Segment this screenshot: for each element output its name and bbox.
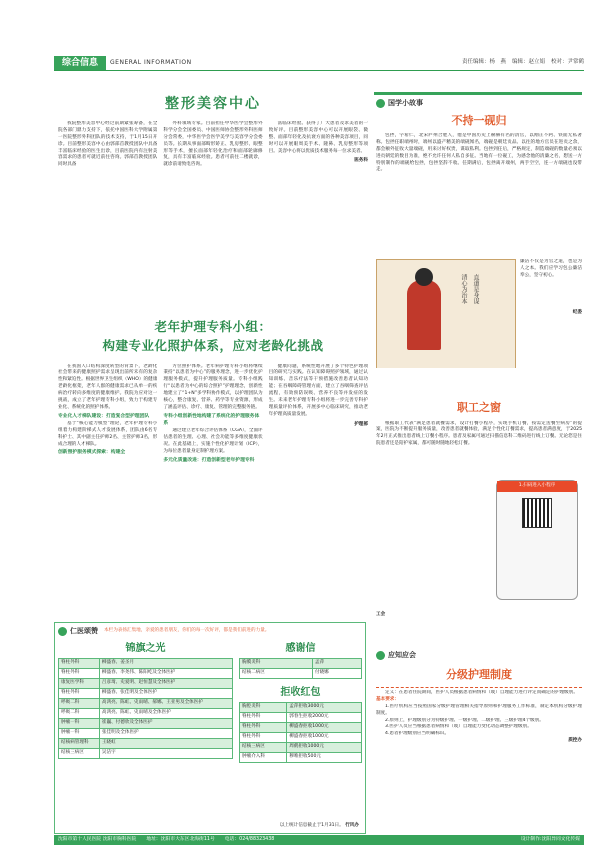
table-cell: 孟萍 [312,658,361,668]
table-cell: 郭春生拒收2000元 [287,712,362,722]
staff-window-body: 根据职工代表“满足患者就餐需求，设计打餐小程序，实现手机订餐，按需定送餐至病房”的提案，医院为不断提升服务质量，改善患者就餐体验，满足个性化订餐需求，提高患者满意度，于2025年2月正式推出患者线上订餐小程序。患者及家属可通过扫描信息科二维码进行线上订餐。无论您是住院患者还是陪护家属，都可随时随地轻松订餐。 [376,420,582,447]
footer [54,835,584,845]
staff-window-title: 职工之窗 [457,401,501,414]
table-cell: 柳盛春、姜圣月 [99,658,232,668]
praise-head [58,626,98,637]
editor-1: 责任编辑：杨 燕 [461,59,506,66]
phone-banner: 1.扫码进入小程序 [497,481,577,492]
table-cell: 脊柱外科 [240,732,287,742]
subhead-1: 专业化人才梯队建设：打造复合型护理团队 [58,413,150,419]
table-row [240,722,362,732]
footer-address: 地址：沈阳市大东区北海街11号 [146,837,215,843]
table-cell: 吴洁宇 [99,748,232,758]
know-how-box [376,650,582,830]
table-row [59,738,233,748]
table-row [59,748,233,758]
stat-note: 以上统计信息截止于1月31日。 [279,823,344,829]
article-source: 护理部 [354,421,368,427]
book-icon [376,99,385,108]
praise-source: 行风办 [345,823,359,829]
table-cell: 柳盛春拒收1000元 [287,732,362,742]
masthead [54,55,584,71]
divider [374,92,582,95]
table-cell: 脊柱外科 [59,668,100,678]
table-row [240,658,362,668]
table-cell: 柳盛春拒收1000元 [287,722,362,732]
article-elderly-care [58,318,368,618]
rule-4: 4.患者护理级别应当明确标识。 [385,731,450,737]
phone-mockup [496,480,578,600]
table-cell: 结核二病区 [240,668,313,678]
article-plastic-surgery [58,94,368,262]
table-row [59,658,233,668]
table-cell: 崔巍、付德欣及全体医护 [99,718,232,728]
redpacket-table [239,702,362,763]
staff-window [376,400,582,625]
table-cell: 周鹤拒收1000元 [287,742,362,752]
article-col-3: 富临床经验。获得了广大患者及求美者的一致好评。目前整形美容中心可以开展眼袋、微整、面部年轻化及抗衰方面的各种美容项目，同时可以开展眼周美手术、隆鼻、乳房整形等项目。美容中心将以优质技术服务每一位求美者。 [268,121,368,154]
rule-1: 1.医疗机构应当按照国家分级护理管理相关指导原则和护理服务工作标准，制定本机构分级护理制度。 [376,703,582,716]
know-how-source: 质控办 [568,738,582,744]
story-title: 不持一砚归 [451,113,507,127]
article-title: 整形美容中心 [165,96,261,112]
bao-zheng-illustration [376,259,516,368]
table-cell: 脊柱外科 [240,722,287,732]
table-cell: 康复医学科 [59,678,100,688]
article-title-1: 老年护理专科小组： [154,319,272,334]
table-cell: 脊柱外科 [59,658,100,668]
editor-3: 校对：尹常鹤 [550,59,584,66]
table-row [240,732,362,742]
section-en: GENERAL INFORMATION [110,59,192,66]
story-body: 包拯，字希仁，北宋庐州合肥人，他是中国历史上赫赫有名的清官，以刚正不阿、铁面无私著称。包拯任职端州时，端州以盛产精美的端砚闻名，端砚是朝廷贡品。以往的地方官员在进贡之余，都会额外征收大量端砚，用来讨好权贵，谋取私利。包拯到任后，严格规定，制造端砚的数量必须以进贡朝廷的数目为准，绝不允许任何人私自多征。当地有一位砚工，为感念他的清廉之名，想送一方特别制作的端砚给包拯，包拯坚辞不收。任期满后，包拯离开端州，两手空空，连一方端砚也没带走。 [376,133,582,173]
table-row [59,668,233,678]
article-col-2: 方位照护体系。老年病护理专科小组将继续秉持“以患者为中心”的服务理念，进一步优化护理服务模式，提升护理服务质量。专科小组践行“以患者为中心的综合照护”护理理念，创新性地建立了“1+N”多学科协作模式，以护理团队为核心，整合康复、营养、药学等专业资源，形成了涵盖评估、诊疗、康复、管理的完整服务链。 [163,363,263,410]
rule-2: 2.原则上，护理级别分为特级护理、一级护理、二级护理、三级护理4个级别。 [385,717,544,723]
article-title-2: 构建专业化照护体系，应对老龄化挑战 [102,337,324,353]
heart-icon [58,627,67,636]
praise-footer [280,823,359,830]
banner-title: 锦旗之光 [125,642,166,654]
table-cell: 结核三病区 [240,742,287,752]
know-how-heading: 分级护理制度 [446,667,512,681]
story-box [376,98,582,368]
calligraphy-2: 直道是身谋 [472,274,479,304]
table-cell: 结核三病区 [59,748,100,758]
story-box-head [376,98,582,109]
subhead-2: 创新照护服务模式探索：构建全 [58,450,126,456]
praise-note: 本栏为表扬汇集地，亲爱的患者朋友，你们的每一次好评，都是我们前进的力量。 [104,627,270,633]
basic-req-label: 基本要求： [376,696,399,702]
thanks-table [239,658,362,679]
table-cell: 柳盛春、李尧伟、陈阳屹及全体医护 [99,668,232,678]
table-row [59,688,233,698]
calligraphy-1: 清心为治本 [460,274,467,304]
table-cell: 胸膜炎科 [240,658,313,668]
table-row [240,712,362,722]
editor-2: 编辑：赵立娟 [511,59,545,66]
subhead-3: 专科小组创新性地构建了系统化的护理服务体系 [163,413,260,426]
article-col-1b: 基于“核心能力模型”理论，老年护理专科小组着力构建阶梯式人才发展体系，团队由6名专科护士、其中副主任护师2名、主管护师3名，形成合理的人才梯队。 [58,420,158,447]
subhead-4: 多元化质量改进：打造创新型老年护理专科 [163,457,255,463]
article-col-1: 在我国人口结构深度转型的背景下，老龄化社会带来的健康照护需求呈现出前所未有的复杂性和紧迫性。根据世界卫生组织（WHO）的健康老龄化框架，老年人群的健康需求已从单一的疾病治疗转向多维度的健康维护。我院为应对这一挑战，成立了老年护理专科小组，致力于构建专业化、系统化的照护体系。 [58,363,158,410]
table-cell: 结核病管理科 [59,738,100,748]
footer-design: 设计制作:沈阳异同文化传媒 [520,837,580,843]
footer-hospital: 沈阳市第十人民医院 沈阳市胸科医院 [58,837,137,843]
footer-phone: 电话：024/88323438 [224,837,275,843]
table-row [59,718,233,728]
table-cell: 肿瘤一科 [59,728,100,738]
table-cell: 付晓娜 [312,668,361,678]
table-cell: 呼吸二科 [59,708,100,718]
table-cell: 张佳明及全体医护 [99,728,232,738]
table-cell: 高鸿亮、陈虹、史雨晴、郝娜、王亚男及全体医护 [99,698,232,708]
table-row [59,708,233,718]
praise-title: 仁医颂赞 [70,627,98,635]
table-row [59,678,233,688]
figure-head [415,268,433,286]
bulb-icon [376,651,385,660]
table-cell: 孟萍拒收3000元 [287,702,362,712]
know-how-title: 应知应会 [388,651,416,659]
table-cell: 吕彦琦、史爱明、赵恒慧及全体医护 [99,678,232,688]
know-how-head [376,650,582,661]
table-cell: 脊柱外科 [59,688,100,698]
editors [462,58,584,66]
table-row [240,752,362,762]
section-tag: 综合信息 [54,56,106,70]
story-source: 纪委 [572,309,582,315]
table-cell: 呼吸二科 [59,698,100,708]
figure-robe [407,280,441,350]
table-cell: 王晓虹 [99,738,232,748]
banner-table [58,658,233,759]
article-col-1: 我院整形美容中心经过前期紧张筹备，在全院各部门鼎力支持下，依托中国医科大学附属第一医院整形外科团队的技术支持，于1月15日开诊。目前整形美容中心由郭部首教授团队中具备丰富临床经验的医生出诊，目前医院内有注射美容需求的患者可就近前往咨询。郭部首教授团队同时具备 [58,121,158,168]
definition: 定义：在患者住院期间，医护人员根据患者病情和（或）自理能力进行评定而确定的护理级别。 [385,690,578,695]
table-cell: 胸腔炎科 [240,702,287,712]
table-row [240,702,362,712]
article-col-2b: 通过建立老年综合评估体系（CGA），全面评估患者的生理、心理、社会功能等多维度健康状况。在此基础上，实施个性化护理计划（ICP），为每位患者量身定制护理方案。 [163,428,263,454]
staff-window-source: 工会 [376,612,386,618]
table-cell: 穆唯拒收500元 [287,752,362,762]
story-sidenote: 廉洁不仅是为官之道，也是为人之本。我们应学习包公廉洁奉公，坚守初心。 [520,259,582,278]
article-source: 医务科 [354,158,368,164]
table-row [240,742,362,752]
table-row [59,728,233,738]
table-cell: 肿瘤一科 [59,718,100,728]
table-cell: 高鸿亮、陈虹、史雨晴及全体医护 [99,708,232,718]
table-cell: 柳盛春、张佳明及全体医护 [99,688,232,698]
article-col-3: 健康问题，系统性地开展了多个特色护理项目的研究与实践。在认知障碍照护领域，通过认知训练、音乐疗法等干预措施改善患者认知功能；在吞咽障碍管理方面，建立了吞咽筛查评估流程，有效预防误吸、营养不良等并发症的发生。未来老年护理专科小组将进一步完善专科护理质量评价体系，开展多中心临床研究，推动老年护理高质量发展。 [268,363,368,417]
thanks-title: 感谢信 [285,642,316,654]
redpacket-title: 拒收红包 [280,686,321,698]
table-row [240,668,362,678]
story-box-title: 国学小故事 [388,99,423,107]
article-col-2: 外科领域专家。目前担任中华医学会整形外科学分会全国委员、中国医师协会整形外科医师分会常委，中华医学会医学美学与美容学分会委员等。长期从事面部畸形矫正、乳房整形、眼整形等手术，擅长面部年轻化治疗和面部轮廓修复，具有丰富临床经验。患者可前往二楼就诊，就诊前请致电咨询。 [163,121,263,168]
qr-code-icon [522,498,552,528]
table-cell: 肿瘤介入科 [240,752,287,762]
table-cell: 脊柱外科 [240,712,287,722]
praise-box [54,622,366,834]
table-row [59,698,233,708]
rule-3: 3.医护人员应当根据患者病情和（或）自理能力变化动态调整护理级别。 [385,724,532,730]
